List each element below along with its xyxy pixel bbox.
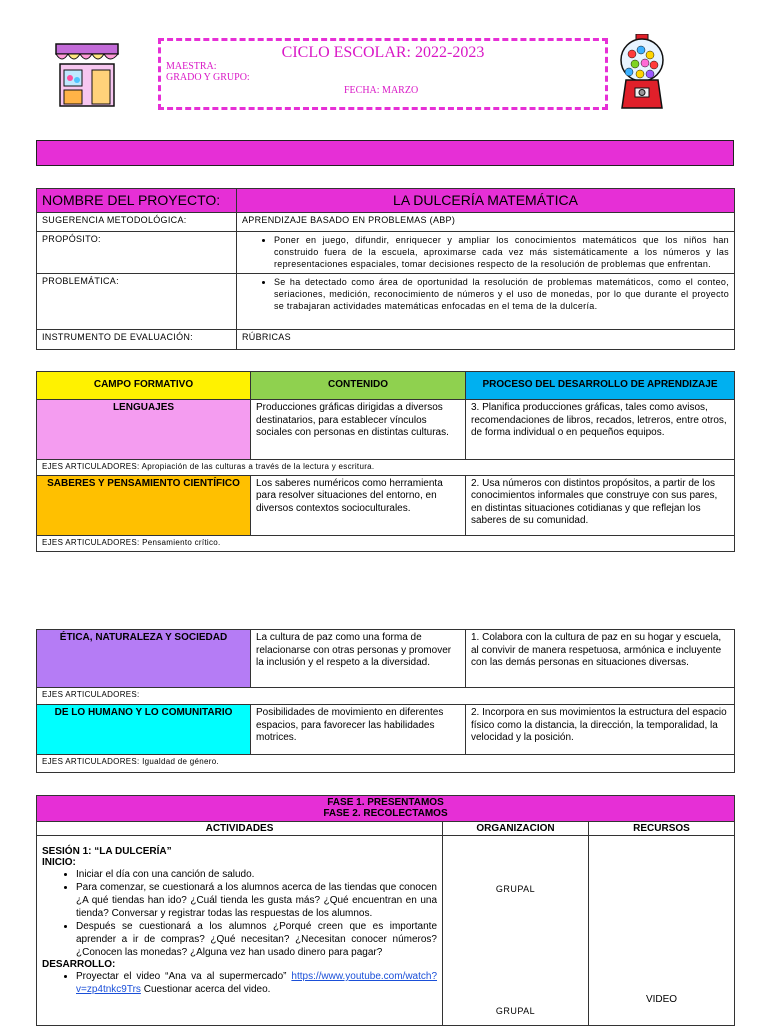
campos-table-1 [36,371,735,552]
proceso-etica: 1. Colabora con la cultura de paz en su hogar y escuela, al convivir de manera respetuosa, armónica e incluyente con las demás personas en situaciones diversas. [466,630,735,688]
instrumento-label: INSTRUMENTO DE EVALUACIÓN: [37,330,237,350]
list-item: • Para comenzar, se cuestionará a los alumnos acerca de las tiendas que conocen ¿A qué tiendas han ido? ¿Cuál tienda les gusta más? ¿Qué encuentran en una tienda? Conversar y registrar todas las respuestas de los alumnos. [76,881,437,920]
col-recursos: RECURSOS [589,822,735,836]
proposito-value: • Poner en juego, difundir, enriquecer y ampliar los conocimientos matemáticos que los niños han construido fuera de la escuela, aproximarse cada vez más sistemáticamente a los números y las representaciones espaciales, tomar decisiones respecto de la resolución de problemas que enfrentan. [274,234,729,270]
list-item: • Después se cuestionará a los alumnos ¿Porqué creen que es importante aprender a ir de compras? ¿Qué necesitan? ¿Necesitan conocer números? ¿Conocen las monedas? ¿Alguna vez han usado dinero para pagar? [76,920,437,959]
sugerencia-value: APRENDIZAJE BASADO EN PROBLEMAS (ABP) [237,213,735,232]
fase-1-title: FASE 1. PRESENTAMOS [327,797,444,808]
campos-table-2 [36,629,735,773]
col-contenido: CONTENIDO [251,372,466,400]
ejes-saberes: EJES ARTICULADORES: Pensamiento crítico. [37,535,735,551]
video-after: Cuestionar acerca del video. [143,984,271,995]
col-campo-formativo: CAMPO FORMATIVO [37,372,251,400]
desarrollo-label: DESARROLLO: [42,959,116,970]
grado-label: GRADO Y GRUPO: [166,72,250,83]
ejes-etica: EJES ARTICULADORES: [37,688,735,705]
ejes-humano: EJES ARTICULADORES: Igualdad de género. [37,755,735,773]
contenido-lenguajes: Producciones gráficas dirigidas a diversos destinatarios, para establecer vínculos sociales con personas en distintas culturas. [251,400,466,460]
problematica-value: • Se ha detectado como área de oportunidad la resolución de problemas matemáticos, como el conteo, seriaciones, medición, reconocimiento de números y el uso de monedas, por lo que durante el proyecto se trabajaran actividades matemáticas enfocadas en el tema de la dulcería. [274,276,729,312]
project-name-label: NOMBRE DEL PROYECTO: [37,189,237,213]
proposito-label: PROPÓSITO: [37,232,237,274]
ejes-lenguajes: EJES ARTICULADORES: Apropiación de las culturas a través de la lectura y escritura. [37,460,735,476]
list-item: • Iniciar el día con una canción de saludo. [76,868,437,881]
contenido-humano: Posibilidades de movimiento en diferentes espacios, para favorecer las habilidades motrices. [251,705,466,755]
actividades-cell [37,836,443,1026]
candy-store-icon [52,40,122,108]
campo-humano: DE LO HUMANO Y LO COMUNITARIO [37,705,251,755]
campo-saberes: SABERES Y PENSAMIENTO CIENTÍFICO [37,475,251,535]
instrumento-value: RÚBRICAS [237,330,735,350]
cycle-title: CICLO ESCOLAR: 2022-2023 [281,44,485,61]
recurso-video: VIDEO [645,994,678,1005]
fase-2-title: FASE 2. RECOLECTAMOS [323,808,448,819]
video-text: Proyectar el video “Ana va al supermercado” [76,971,287,982]
proceso-humano: 2. Incorpora en sus movimientos la estructura del espacio físico como la distancia, la dirección, la temporalidad, la velocidad y la posición. [466,705,735,755]
sesion-title: SESIÓN 1: “LA DULCERÍA” [42,846,172,857]
inicio-list [42,868,437,959]
contenido-saberes: Los saberes numéricos como herramienta para resolver situaciones del entorno, en diversos contextos socioculturales. [251,475,466,535]
organizacion-2: GRUPAL [495,1006,536,1016]
pink-banner [36,140,734,166]
header-box [158,38,608,110]
col-organizacion: ORGANIZACION [443,822,589,836]
fecha-label: FECHA: MARZO [344,85,419,96]
video-link[interactable]: https://www.youtube.com/watch?v=zp4tnkc9Trs [76,971,438,995]
sugerencia-label: SUGERENCIA METODOLÓGICA: [37,213,237,232]
proceso-lenguajes: 3. Planifica producciones gráficas, tales como avisos, recomendaciones de libros, recados, letreros, entre otros, de forma individual o en pequeños equipos. [466,400,735,460]
col-actividades: ACTIVIDADES [37,822,443,836]
contenido-etica: La cultura de paz como una forma de relacionarse con otras personas y promover la inclusión y el respeto a la diversidad. [251,630,466,688]
list-item [76,970,437,996]
campo-etica: ÉTICA, NATURALEZA Y SOCIEDAD [37,630,251,688]
project-table [36,188,735,350]
inicio-label: INICIO: [42,857,76,868]
problematica-label: PROBLEMÁTICA: [37,274,237,330]
fases-table [36,795,735,1026]
organizacion-1: GRUPAL [495,884,536,894]
desarrollo-list [42,970,437,996]
campo-lenguajes: LENGUAJES [37,400,251,460]
gumball-machine-icon [618,34,666,110]
proceso-saberes: 2. Usa números con distintos propósitos, a partir de los conocimientos informales que construye con sus pares, en distintas situaciones cotidianas y que reflejan los saberes de su comunidad. [466,475,735,535]
col-proceso: PROCESO DEL DESARROLLO DE APRENDIZAJE [466,372,735,400]
maestra-label: MAESTRA: [166,61,217,72]
project-name-value: LA DULCERÍA MATEMÁTICA [237,189,735,213]
